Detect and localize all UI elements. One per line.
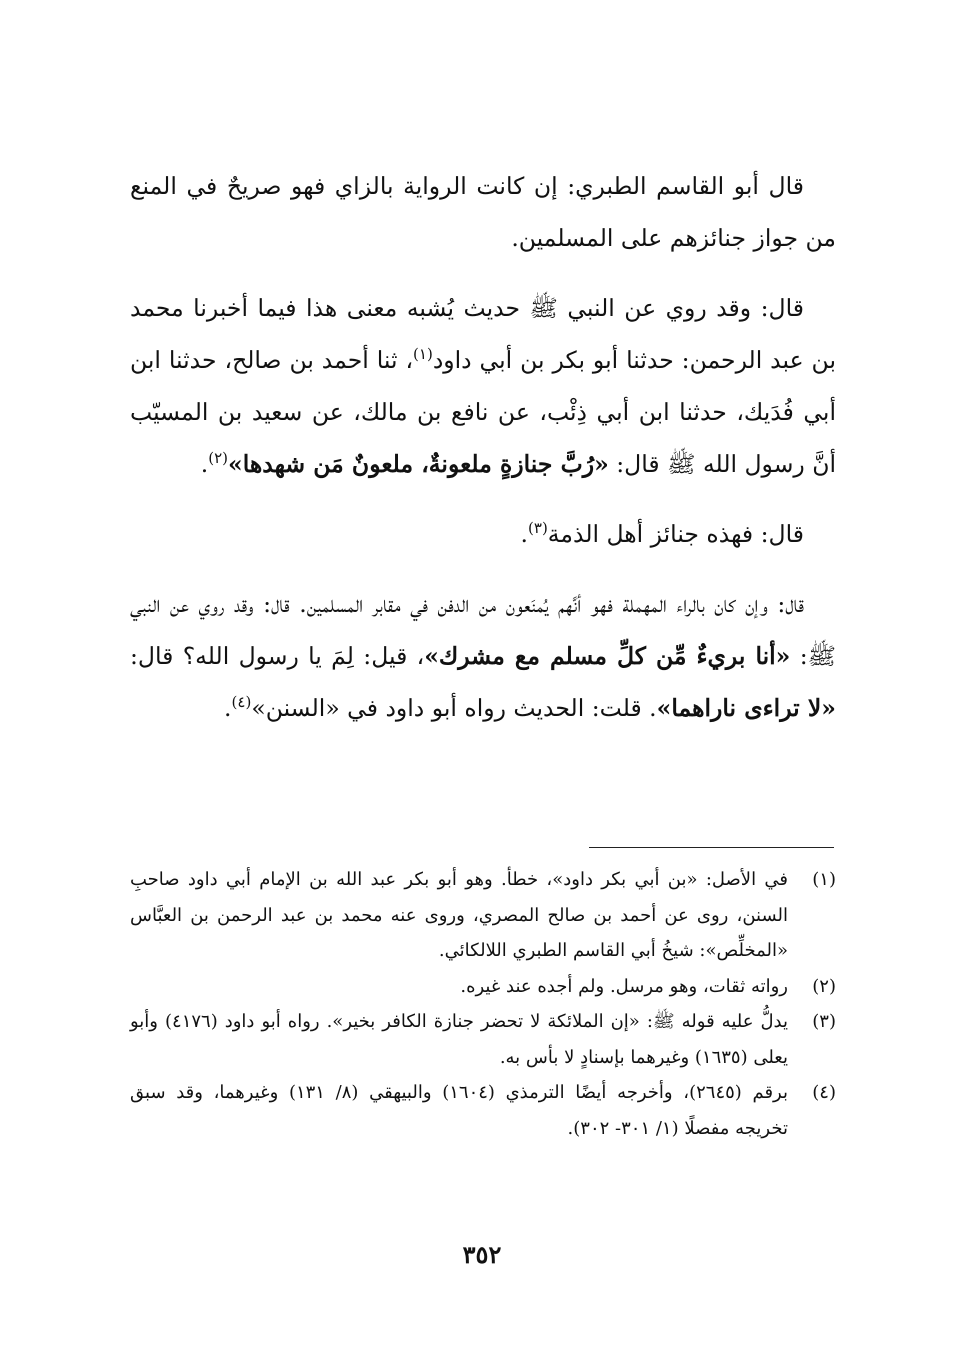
paragraph-hadith-narration: [130, 282, 836, 490]
paragraph-text: .: [200, 450, 209, 478]
paragraph-text: . قلت: الحديث رواه أبو داود في «السنن»: [251, 694, 657, 722]
paragraph-text: ، ثنا أحمد بن صالح، حدثنا ابن أبي فُدَيك، حدثنا ابن أبي ذِئْب، عن نافع بن مالك، عن سعيد بن المسيّب أنَّ رسول الله ﷺ قال:: [130, 346, 836, 478]
footnote-item: [130, 1004, 836, 1075]
footnote-text: في الأصل: «بن أبي بكر داود»، خطأ. وهو أبو بكر عبد الله بن الإمام أبي داود صاحبِ السنن، روى عن أحمد بن صالح المصري، وروى عنه محمد بن عبد الرحمن بن العبَّاس «المخلِّص»: شيخُ أبي القاسم الطبري اللالكائي.: [130, 869, 788, 961]
hadith-quote: «لا تراءى ناراهما»: [656, 694, 836, 722]
footnote-ref-4[interactable]: (٤): [231, 693, 252, 712]
footnote-text: برقم (٢٦٤٥)، وأخرجه أيضًا الترمذي (١٦٠٤) والبيهقي (٨/ ١٣١) وغيرهما، وقد سبق تخريجه مفصلًا (١/ ٣٠١- ٣٠٢).: [130, 1082, 788, 1139]
hadith-quote: «رُبَّ جنازةٍ ملعونةٌ، ملعونٌ مَن شهدها»: [228, 450, 609, 478]
footnote-number: (١): [812, 869, 836, 890]
footnote-ref-3[interactable]: (٣): [528, 519, 548, 538]
paragraph-text: قال: وقد روي عن النبي ﷺ حديث يُشبه معنى هذا فيما أخبرنا محمد بن عبد الرحمن: حدثنا أبو بكر بن أبي داود: [130, 294, 836, 374]
footnote-number: (٤): [812, 1082, 836, 1103]
paragraph-burial: [130, 578, 836, 734]
footnote-number: (٢): [812, 975, 836, 997]
paragraph-text: .: [520, 520, 529, 548]
paragraph-text: قال: فهذه جنائز أهل الذمة: [547, 520, 804, 548]
footnote-text: رواته ثقات، وهو مرسل. ولم أجده عند غيره.: [460, 975, 788, 997]
paragraph-tabari-quote: [130, 160, 836, 264]
footnote-separator: [589, 847, 834, 848]
footnote-ref-1[interactable]: (١): [413, 345, 433, 364]
footnote-ref-2[interactable]: (٢): [208, 449, 228, 468]
footnote-text: يدلُّ عليه قوله ﷺ: «إن الملائكة لا تحضر جنازة الكافر بخير». رواه أبو داود (٤١٧٦) وأبو يعلى (١٦٣٥) وغيرهما بإسنادٍ لا بأس به.: [130, 1011, 788, 1068]
paragraph-dhimma: [130, 508, 836, 560]
paragraph-text: ، قيل: لِمَ يا رسول الله؟ قال:: [130, 642, 425, 670]
paragraph-text: قال: وإن كان بالراء المهملة فهو أنَّهم يُمنَعون من الدفن في مقابر المسلمين. قال: وقد روي عن النبي ﷺ:: [130, 590, 836, 670]
footnote-item: [130, 1075, 836, 1146]
paragraph-text: قال أبو القاسم الطبري: إن كانت الرواية بالزاي فهو صريحٌ في المنع من جواز جنائزهم على المسلمين.: [130, 172, 836, 252]
page-number: ٣٥٢: [462, 1240, 502, 1269]
footnote-item: [130, 862, 836, 969]
main-text: [130, 160, 836, 752]
footnotes: [130, 862, 836, 1146]
paragraph-text: .: [224, 694, 232, 722]
hadith-quote: «أنا بريءٌ مِّن كلِّ مسلم مع مشرك»: [424, 642, 791, 670]
footnote-item: [130, 969, 836, 1005]
footnote-number: (٣): [812, 1011, 836, 1032]
